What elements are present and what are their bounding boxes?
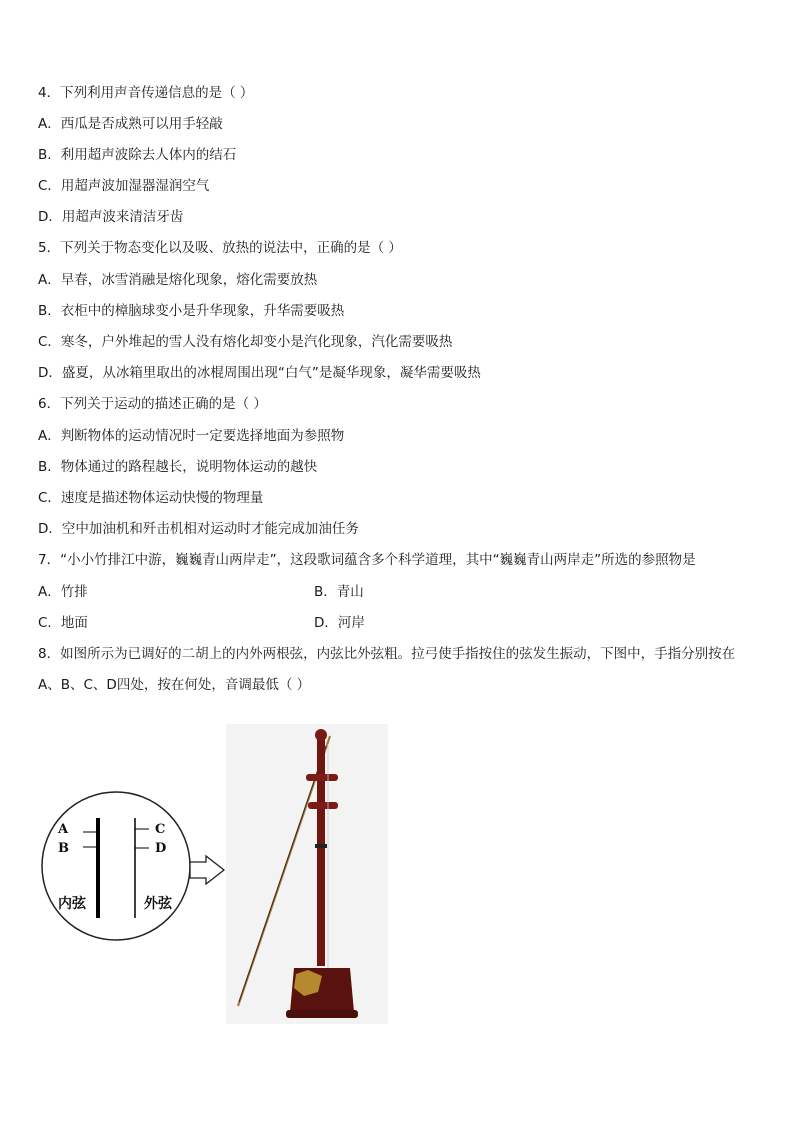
q4-option-b: B．利用超声波除去人体内的结石: [38, 147, 237, 163]
q7-stem: 7．“小小竹排江中游，巍巍青山两岸走”，这段歌词蕴含多个科学道理，其中“巍巍青山两岸走”所选的参照物是: [38, 552, 696, 568]
qianjin: [315, 844, 327, 848]
q6-option-b: B．物体通过的路程越长，说明物体运动的越快: [38, 459, 318, 475]
q8-stem-line1: 8．如图所示为已调好的二胡上的内外两根弦，内弦比外弦粗。拉弓使手指按住的弦发生振动，下图中，手指分别按在: [38, 646, 736, 662]
q7-option-a: A．竹排: [38, 584, 88, 600]
q7-option-b: B．青山: [314, 584, 364, 600]
label-outer-string: 外弦: [144, 896, 172, 912]
q4-option-c: C．用超声波加湿器湿润空气: [38, 178, 210, 194]
tuning-peg-lower: [308, 802, 338, 809]
q6-stem: 6．下列关于运动的描述正确的是（ ）: [38, 396, 267, 412]
diagram-circle: [42, 792, 190, 940]
erhu-scroll: [315, 729, 327, 741]
q7-option-d: D．河岸: [314, 615, 365, 631]
q4-option-d: D．用超声波来清洁牙齿: [38, 209, 184, 225]
q5-stem: 5．下列关于物态变化以及吸、放热的说法中，正确的是（ ）: [38, 240, 402, 256]
q8-stem-line2: A、B、C、D四处，按在何处，音调最低（ ）: [38, 677, 311, 693]
label-inner-string: 内弦: [58, 896, 86, 912]
string-diagram: [40, 788, 240, 948]
q6-option-c: C．速度是描述物体运动快慢的物理量: [38, 490, 264, 506]
label-b: B: [58, 841, 69, 856]
q5-option-a: A．早春，冰雪消融是熔化现象，熔化需要放热: [38, 272, 318, 288]
q5-option-b: B．衣柜中的樟脑球变小是升华现象，升华需要吸热: [38, 303, 345, 319]
label-a: A: [58, 822, 69, 837]
q5-option-d: D．盛夏，从冰箱里取出的冰棍周围出现“白气”是凝华现象，凝华需要吸热: [38, 365, 481, 381]
erhu-neck: [317, 738, 325, 966]
label-c: C: [155, 822, 166, 837]
q5-option-c: C．寒冬，户外堆起的雪人没有熔化却变小是汽化现象，汽化需要吸热: [38, 334, 453, 350]
q6-option-d: D．空中加油机和歼击机相对运动时才能完成加油任务: [38, 521, 359, 537]
q4-option-a: A．西瓜是否成熟可以用手轻敲: [38, 116, 223, 132]
erhu-base: [286, 1010, 358, 1018]
erhu-image: [226, 724, 388, 1024]
q6-option-a: A．判断物体的运动情况时一定要选择地面为参照物: [38, 428, 345, 444]
q7-option-c: C．地面: [38, 615, 88, 631]
q4-stem: 4．下列利用声音传递信息的是（ ）: [38, 85, 254, 101]
label-d: D: [155, 841, 167, 856]
tuning-peg-upper: [306, 774, 338, 781]
arrow-icon: [190, 856, 224, 884]
